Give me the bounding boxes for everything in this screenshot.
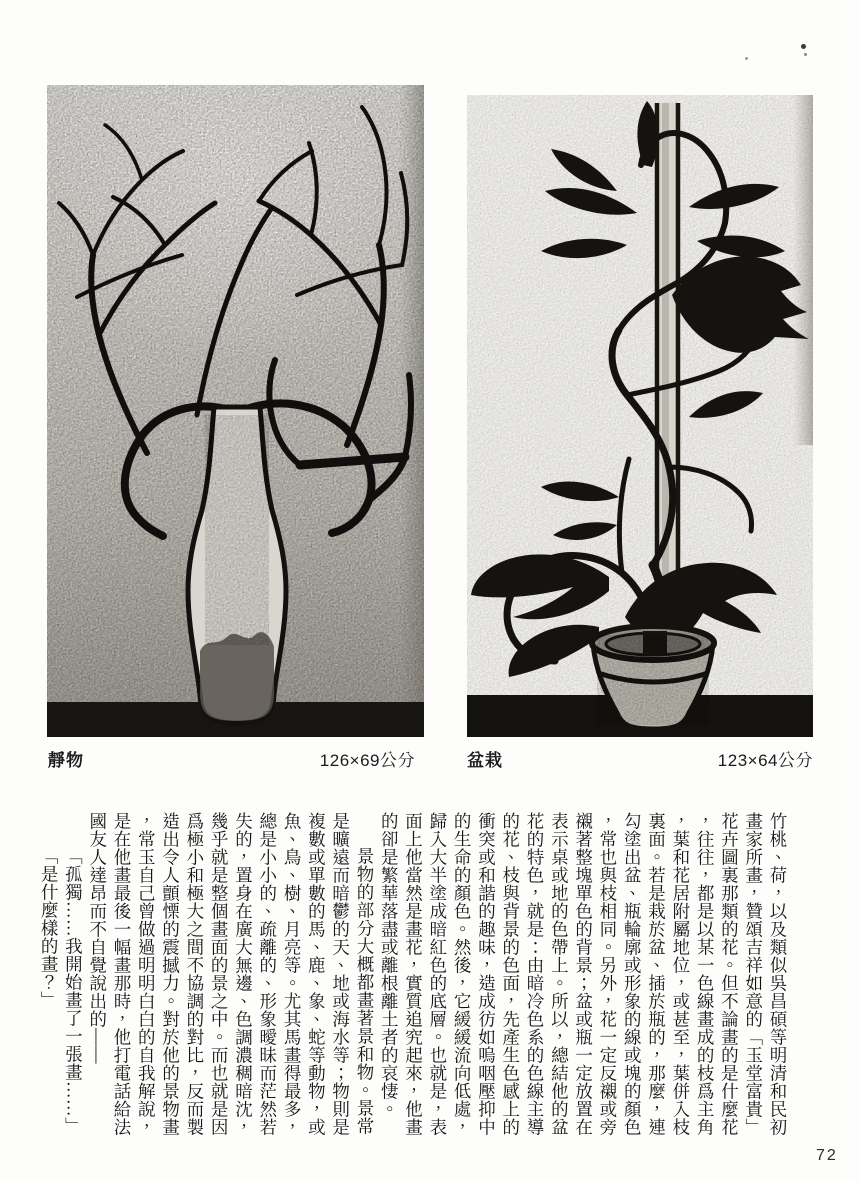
- figure-potted-plant: [467, 95, 813, 737]
- figure-title: 靜物: [48, 751, 84, 770]
- ink-speck: [804, 53, 807, 56]
- paragraph-quote: 「孤獨……我開始畫了一張畫……」: [63, 847, 84, 1135]
- ink-speck: [745, 57, 748, 60]
- paragraph: 竹桃、荷，以及類似吳昌碩等明清和民初畫家所畫，贊頌吉祥如意的「玉堂富貴」花卉圖裏那類的花。但不論畫的是什麼花，往往，都是以某一色線畫成的枝爲主角，葉和花居附屬地位，或甚至，葉併入枝裏面。若是栽於盆、插於瓶的，那麼，連勾塗出盆、瓶輪廓或形象的線或塊的顏色，常也與枝相同。另外，花一定反襯或旁襯著整塊單色的背景；盆或瓶一定放置在表示桌或地的色帶上。所以，總結他的盆花的特色，就是：由暗冷色系的色線主導的花、枝與背景的色面，先產生色感上的衝突或和諧的趣味，造成彷如嗚咽壓抑中的生命的顏色。然後，它緩緩流向低處，歸入大半塗成暗紅色的底層。也就是，表面上他當然是畫花，實質追究起來，他畫的卻是繁華落盡或離根離土者的哀悽。: [379, 812, 788, 1136]
- vase-contents: [200, 632, 274, 721]
- figure-title: 盆栽: [467, 751, 503, 770]
- caption-potted-plant: [467, 746, 813, 771]
- ink-speck: [801, 44, 806, 49]
- paragraph: 景物的部分大概都畫著景和物。景常是曠遠而暗鬱的天、地或海水等；物則是複數或單數的馬、鹿、象、蛇等動物，或魚、鳥、樹、月亮等。尤其馬畫得最多，總是小小的、疏離的、形象曖昧而茫然若失的，置身在廣大無邊、色調濃稠暗沈，幾乎就是整個畫面的景之中。而也就是因爲極小和極大之間不協調的對比，反而製造出令人顫慄的震撼力。對於他的景物畫，常玉自己曾做過明明白白的自我解說，是在他畫最後一幅畫那時，他打電話給法國友人達昂而不自覺說出的——: [87, 812, 375, 1136]
- figure-dimensions: 126×69公分: [319, 751, 415, 770]
- pot: [592, 626, 714, 729]
- article-text: [34, 812, 790, 1142]
- potted-plant-painting: [467, 95, 813, 737]
- page-number: 72: [816, 1147, 838, 1164]
- figure-dimensions: 123×64公分: [717, 751, 813, 770]
- figure-still-life: [47, 85, 424, 737]
- paragraph-quote: 「是什麼樣的畫？」: [39, 847, 60, 1009]
- still-life-painting: [47, 85, 424, 737]
- caption-still-life: [48, 746, 415, 771]
